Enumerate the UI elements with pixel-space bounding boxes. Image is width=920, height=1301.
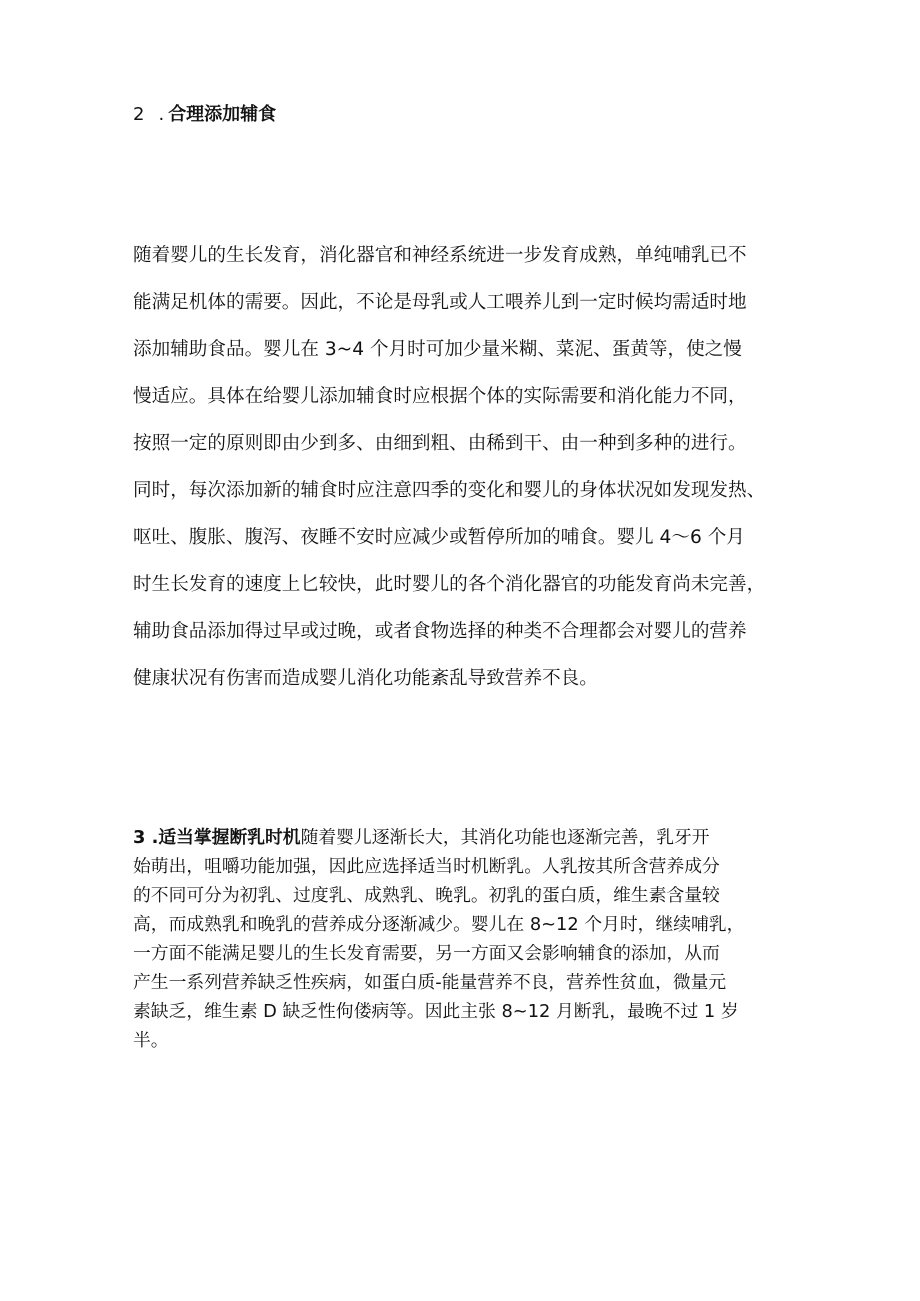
section-2-paragraph <box>133 240 798 710</box>
paragraph-line: 随着婴儿的生长发育，消化器官和神经系统进一步发育成熟，单纯哺乳已不 <box>133 245 747 266</box>
section-2-title: 合理添加辅食 <box>168 104 277 125</box>
paragraph-line: 能满足机体的需要。因此，不论是母乳或人工喂养儿到一定时候均需适时地 <box>133 292 747 313</box>
paragraph-line: 添加辅助食品。婴儿在 3~4 个月时可加少量米糊、菜泥、蛋黄等，使之慢 <box>133 339 742 360</box>
section-2-number: 2 <box>133 104 145 125</box>
paragraph-line: 产生一系列营养缺乏性疾病，如蛋白质-能量营养不良，营养性贫血，微量元 <box>133 972 727 993</box>
paragraph-line: 辅助食品添加得过早或过晚，或者食物选择的种类不合理都会对婴儿的营养 <box>133 621 747 642</box>
section-2-dot: . <box>158 104 165 125</box>
paragraph-line: 按照一定的原则即由少到多、由细到粗、由稀到干、由一种到多种的进行。 <box>133 433 747 454</box>
section-3-paragraph <box>133 823 798 1055</box>
paragraph-line: 半。 <box>133 1030 169 1051</box>
section-3-heading: 3 .适当掌握断乳时机 <box>133 827 301 848</box>
paragraph-line-text: 随着婴儿逐渐长大，其消化功能也逐渐完善，乳牙开 <box>300 827 710 848</box>
paragraph-line: 高，而成熟乳和晚乳的营养成分逐渐减少。婴儿在 8~12 个月时，继续哺乳， <box>133 914 745 935</box>
paragraph-line: 呕吐、腹胀、腹泻、夜睡不安时应减少或暂停所加的哺食。婴儿 4～6 个月 <box>133 527 745 548</box>
paragraph-line: 慢适应。具体在给婴儿添加辅食时应根据个体的实际需要和消化能力不同， <box>133 386 747 407</box>
paragraph-line: 一方面不能满足婴儿的生长发育需要，另一方面又会影响辅食的添加，从而 <box>133 943 720 964</box>
paragraph-line: 的不同可分为初乳、过度乳、成熟乳、晚乳。初乳的蛋白质，维生素含量较 <box>133 885 720 906</box>
paragraph-line: 健康状况有伤害而造成婴儿消化功能紊乱导致营养不良。 <box>133 668 598 689</box>
paragraph-first-line <box>133 823 798 852</box>
paragraph-line: 同时，每次添加新的辅食时应注意四季的变化和婴儿的身体状况如发现发热、 <box>133 480 766 501</box>
paragraph-line: 素缺乏，维生素 D 缺乏性佝偻病等。因此主张 8~12 月断乳，最晚不过 1 岁 <box>133 1001 739 1022</box>
paragraph-line: 始萌出，咀嚼功能加强，因此应选择适当时机断乳。人乳按其所含营养成分 <box>133 856 720 877</box>
section-2-heading <box>133 101 276 129</box>
paragraph-line: 时生长发育的速度上匕较快，此时婴儿的各个消化器官的功能发育尚未完善， <box>133 574 766 595</box>
